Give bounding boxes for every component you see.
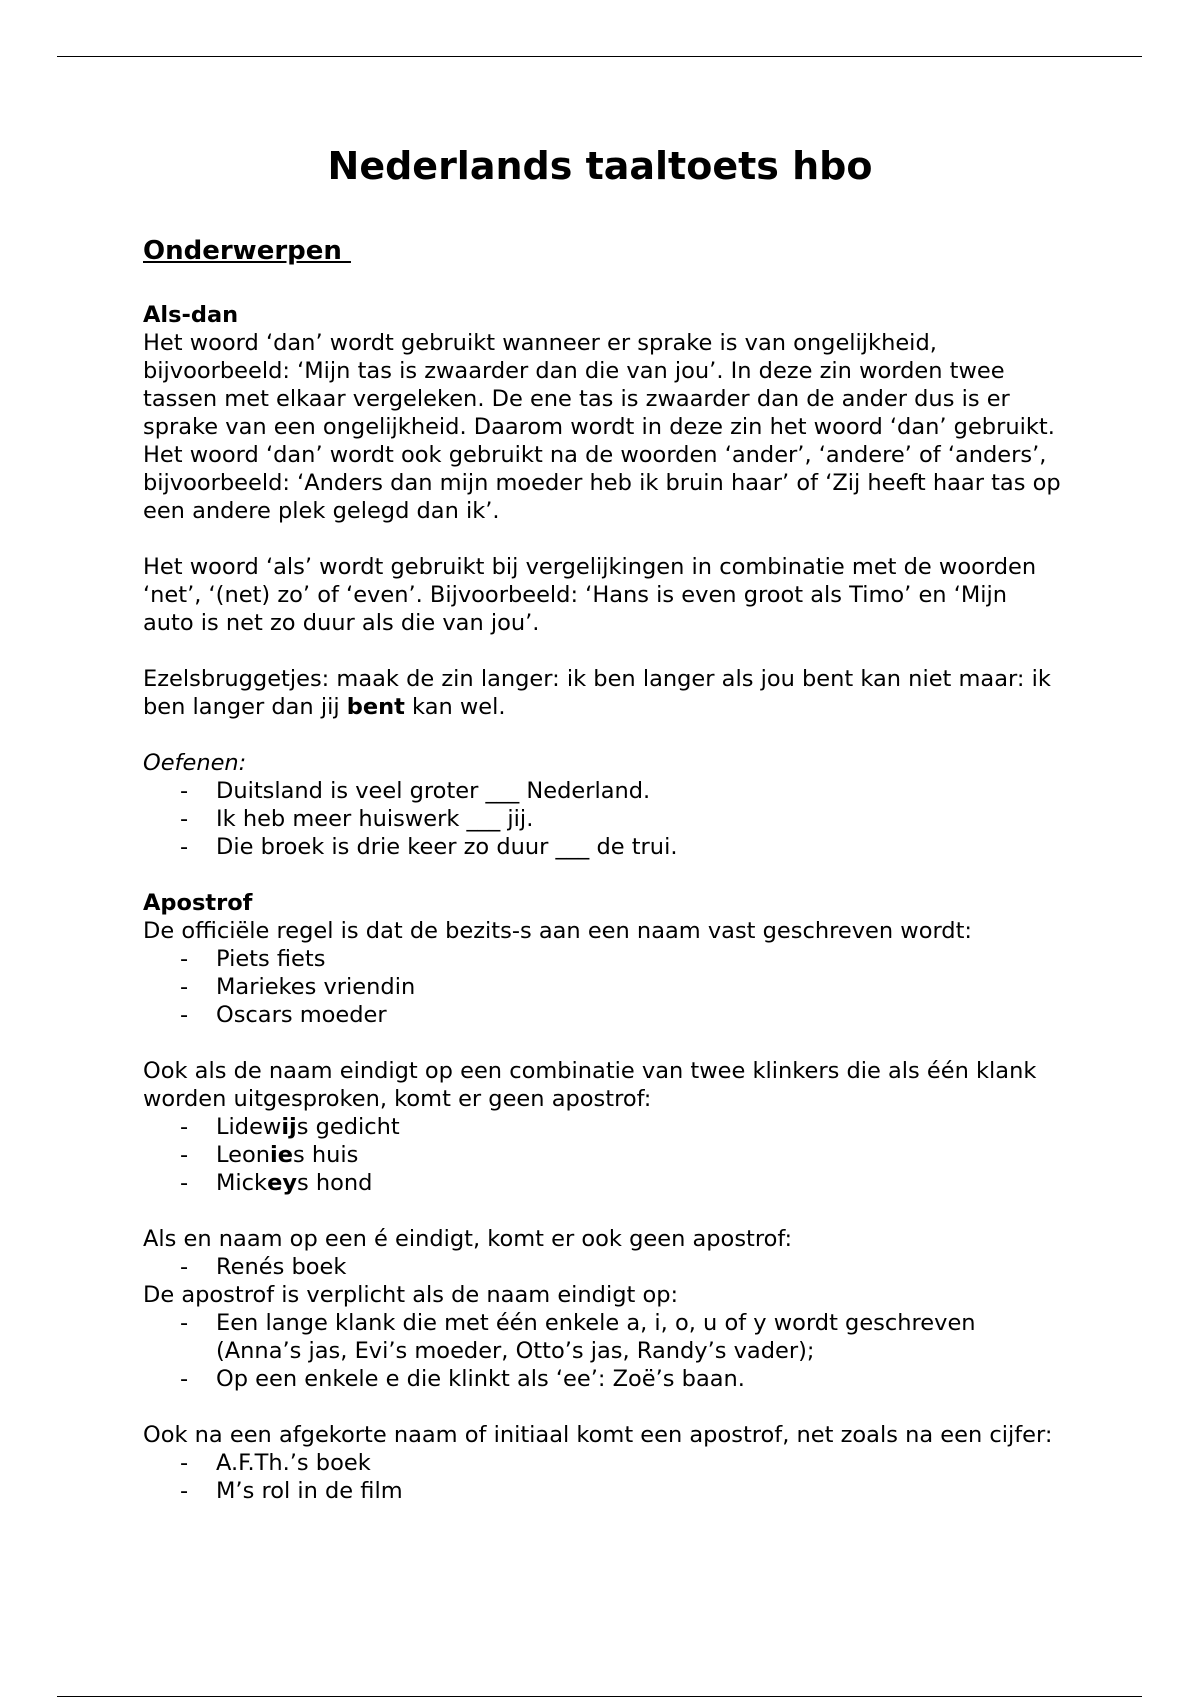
apostrof-examples-3 [143, 1253, 1063, 1281]
list-item: - Lidewijs gedicht [180, 1114, 400, 1140]
ezelsbrug-text-end: kan wel. [404, 694, 506, 720]
section-als-dan [143, 301, 1063, 861]
page-title: Nederlands taaltoets hbo [327, 144, 873, 188]
apostrof-rule-3: Als en naam op een é eindigt, komt er ook geen apostrof: [143, 1226, 793, 1252]
apostrof-rule-2: Ook als de naam eindigt op een combinatie van twee klinkers die als één klank worden uitgesproken, komt er geen apostrof: [143, 1058, 1037, 1112]
list-item: - M’s rol in de film [180, 1478, 403, 1504]
als-dan-heading: Als-dan [143, 302, 239, 328]
top-rule [57, 56, 1142, 57]
ezelsbrug-bold-word: bent [346, 694, 405, 720]
exercise-label: Oefenen: [143, 750, 247, 776]
list-item: - Duitsland is veel groter ___ Nederland. [180, 778, 651, 804]
als-dan-paragraph-1: Het woord ‘dan’ wordt gebruikt wanneer er sprake is van ongelijkheid, bijvoorbeeld: ‘Mijn tas is zwaarder dan die van jou’. In deze zin worden twee tassen met elkaar vergeleken. De ene tas is zwaarder dan de ander dus is er sprake van een ongelijkheid. Daarom wordt in deze zin het woord ‘dan’ gebruikt. Het woord ‘dan’ wordt ook gebruikt na de woorden ‘ander’, ‘andere’ of ‘anders’, bijvoorbeeld: ‘Anders dan mijn moeder heb ik bruin haar’ of ‘Zij heeft haar tas op een andere plek gelegd dan ik’. [143, 330, 1061, 524]
list-item: - Piets fiets [180, 946, 326, 972]
apostrof-examples-5 [143, 1449, 1063, 1505]
als-dan-paragraph-2: Het woord ‘als’ wordt gebruikt bij vergelijkingen in combinatie met de woorden ‘net’, ‘(net) zo’ of ‘even’. Bijvoorbeeld: ‘Hans is even groot als Timo’ en ‘Mijn auto is net zo duur als die van jou’. [143, 554, 1037, 636]
list-item: - Renés boek [180, 1254, 347, 1280]
exercise-list [143, 777, 1063, 861]
apostrof-heading: Apostrof [143, 890, 253, 916]
bottom-rule [57, 1696, 1142, 1697]
apostrof-rule-1: De officiële regel is dat de bezits-s aan een naam vast geschreven wordt: [143, 918, 972, 944]
apostrof-rule-4: De apostrof is verplicht als de naam eindigt op: [143, 1282, 679, 1308]
list-item: - Op een enkele e die klinkt als ‘ee’: Zoë’s baan. [180, 1366, 745, 1392]
list-item: - Mariekes vriendin [180, 974, 416, 1000]
apostrof-examples-1 [143, 945, 1063, 1029]
list-item: - A.F.Th.’s boek [180, 1450, 371, 1476]
list-item: - Leonies huis [180, 1142, 359, 1168]
ezelsbrug-text: Ezelsbruggetjes: maak de zin langer: ik ben langer als jou bent kan niet maar: ik ben langer dan jij [143, 666, 1051, 720]
list-item: - Die broek is drie keer zo duur ___ de trui. [180, 834, 678, 860]
list-item: - Mickeys hond [180, 1170, 373, 1196]
section-heading-onderwerpen: Onderwerpen [143, 236, 351, 266]
list-item: - Oscars moeder [180, 1002, 387, 1028]
section-apostrof [143, 889, 1063, 1505]
apostrof-examples-2 [143, 1113, 1063, 1197]
document-body [143, 234, 1063, 1505]
list-item: - Ik heb meer huiswerk ___ jij. [180, 806, 534, 832]
als-dan-paragraph-3 [143, 665, 1063, 721]
list-item: - Een lange klank die met één enkele a, i, o, u of y wordt geschreven (Anna’s jas, Evi’s moeder, Otto’s jas, Randy’s vader); [180, 1310, 976, 1364]
apostrof-examples-4 [143, 1309, 1063, 1393]
apostrof-rule-5: Ook na een afgekorte naam of initiaal komt een apostrof, net zoals na een cijfer: [143, 1422, 1053, 1448]
